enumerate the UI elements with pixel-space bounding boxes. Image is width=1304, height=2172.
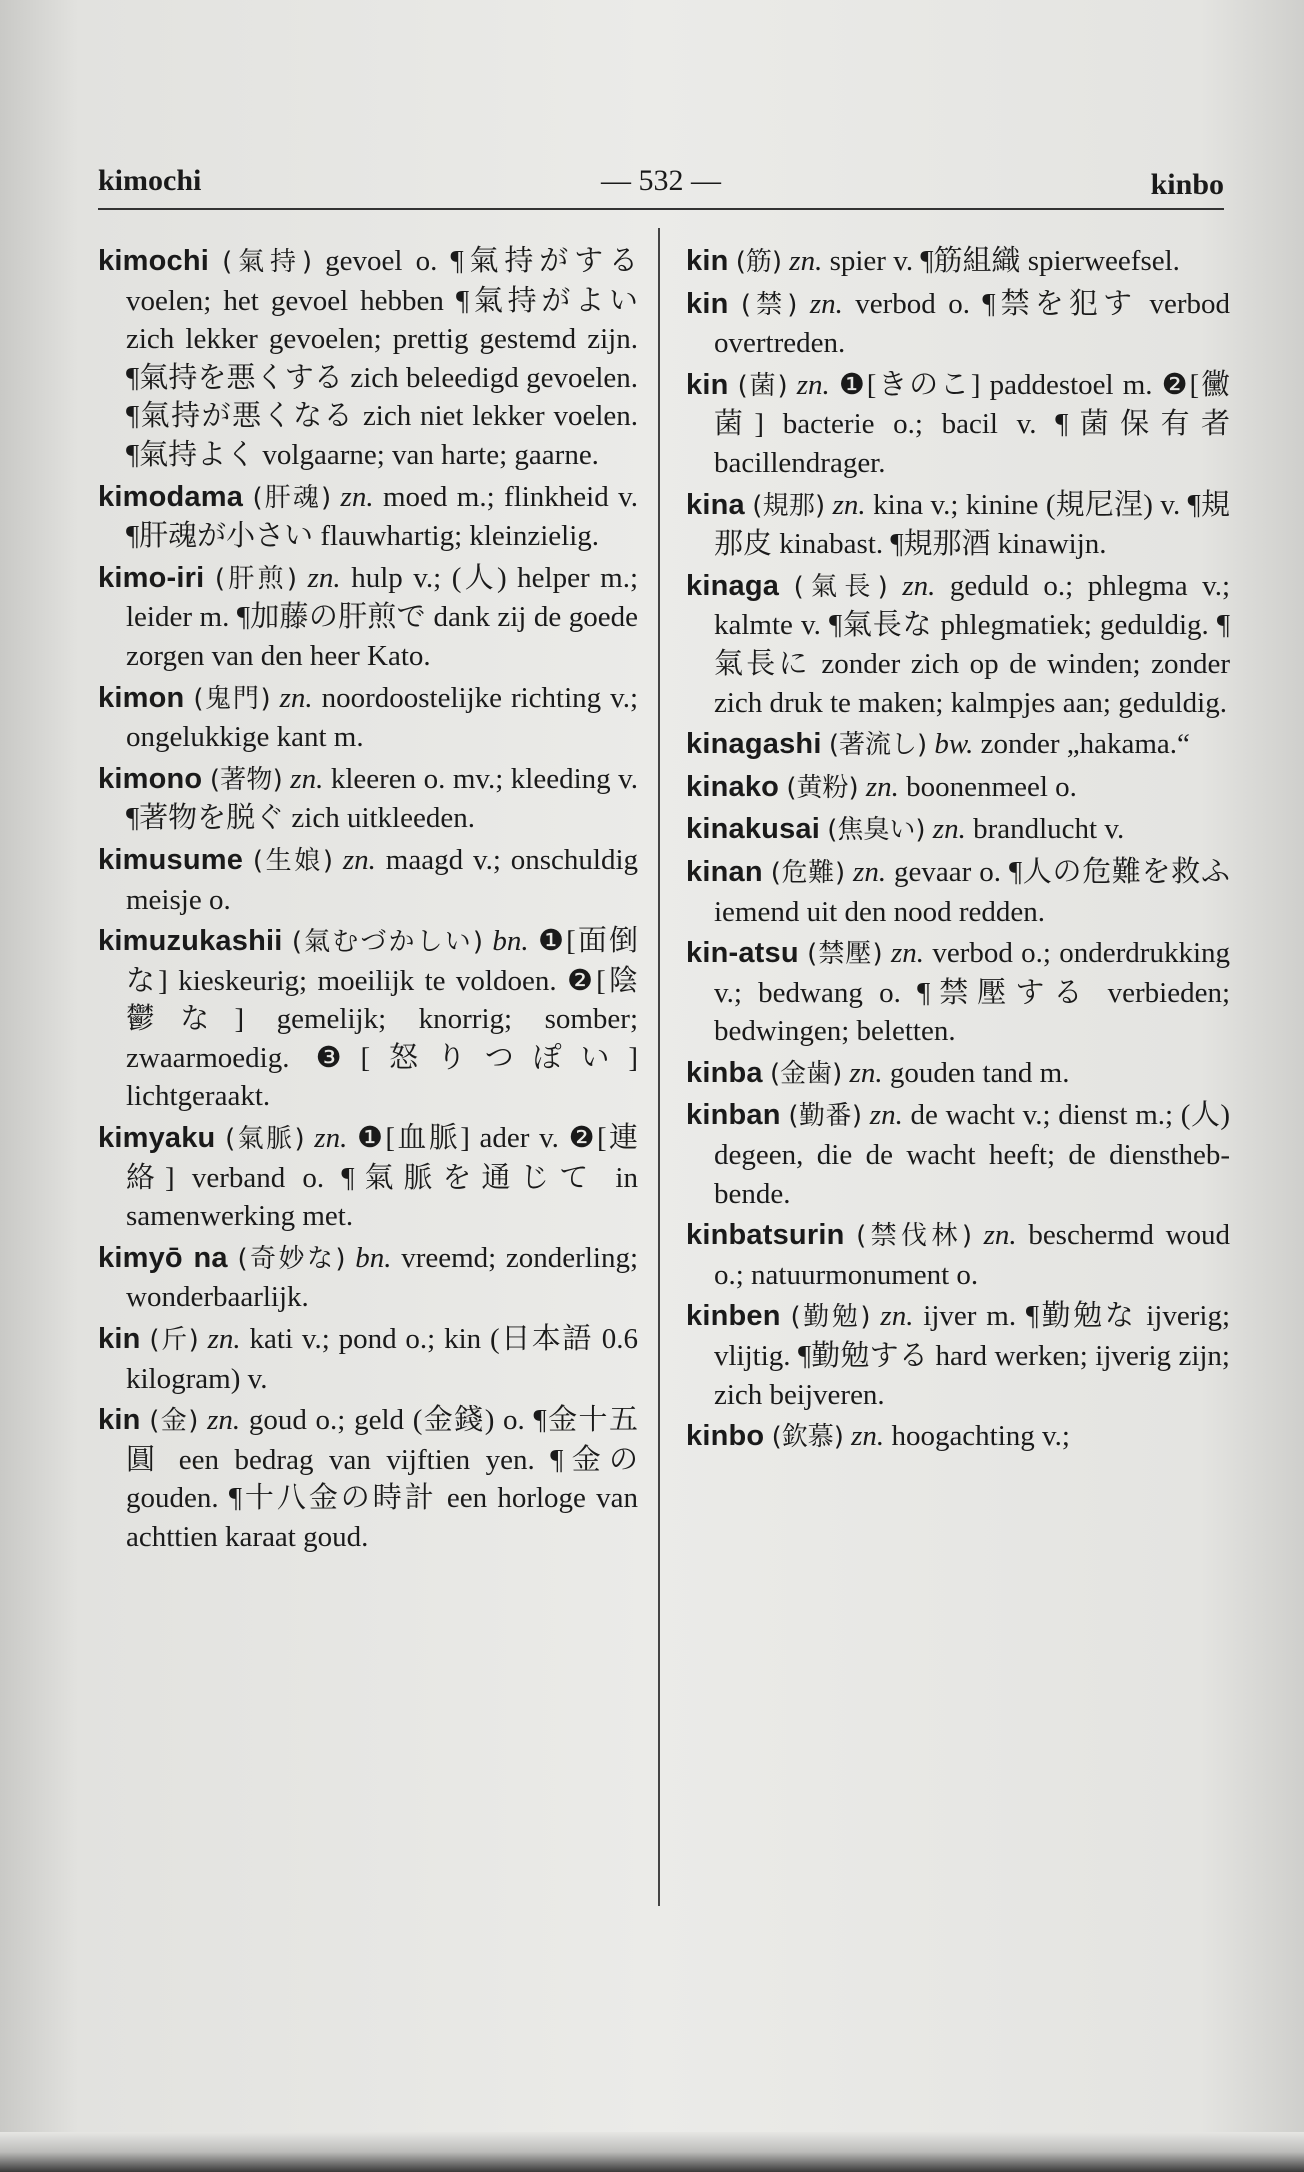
entry-headword: kimodama	[98, 480, 244, 513]
right-column	[686, 242, 1230, 1460]
dictionary-entry	[98, 1239, 638, 1317]
entry-definition: brandlucht v.	[973, 813, 1125, 846]
column-divider	[658, 228, 660, 1906]
page-header	[98, 160, 1224, 210]
dictionary-entry	[686, 1096, 1230, 1213]
page-bottom-edge	[0, 2132, 1304, 2172]
entry-headword: kinakusai	[686, 813, 820, 846]
entry-kanji: (氣脈)	[225, 1124, 305, 1155]
entry-grammar: zn.	[340, 480, 374, 513]
dictionary-entry	[686, 1216, 1230, 1294]
entry-headword: kin	[98, 1404, 141, 1437]
entry-grammar: zn.	[865, 770, 899, 803]
entry-kanji: (斤)	[149, 1325, 199, 1356]
entry-kanji: (勤勉)	[790, 1302, 871, 1333]
entry-definition: spier v. ¶筋組織 spierweefsel.	[829, 245, 1180, 277]
entry-definition: kina v.; kinine (規尼涅) v. ¶規那皮 kinabast. ¶規那酒 kinawijn.	[714, 488, 1231, 561]
entry-definition: hoogachting v.;	[891, 1420, 1070, 1453]
entry-grammar: zn.	[314, 1122, 348, 1155]
entry-kanji: (黄粉)	[786, 772, 859, 803]
entry-grammar: zn.	[789, 245, 823, 277]
entry-kanji: (筋)	[735, 247, 783, 277]
dictionary-entry	[98, 679, 638, 757]
dictionary-entry	[98, 922, 638, 1116]
entry-headword: kin-atsu	[686, 937, 799, 970]
dictionary-entry	[686, 768, 1230, 808]
dictionary-entry	[686, 567, 1230, 722]
entry-headword: kin	[686, 368, 729, 401]
entry-headword: kinben	[686, 1300, 781, 1333]
entry-definition: kati v.; pond o.; kin (日本語 0.6 kilogram) v.	[126, 1323, 639, 1395]
entry-headword: kinbo	[686, 1420, 765, 1453]
entry-headword: kin	[686, 245, 729, 277]
dictionary-entry	[686, 725, 1230, 765]
entry-definition: verbod o. ¶禁を犯す verbod overtreden.	[714, 287, 1231, 360]
entry-headword: kinagashi	[686, 728, 822, 761]
entry-headword: kimyaku	[98, 1122, 216, 1155]
entry-kanji: (禁壓)	[807, 939, 883, 970]
entry-grammar: zn.	[342, 843, 376, 876]
entry-kanji: (勤番)	[788, 1101, 863, 1132]
dictionary-entry	[98, 1119, 638, 1236]
entry-grammar: zn.	[853, 855, 887, 888]
entry-definition: ❶[きのこ] paddestoel m. ❷[黴菌] bacterie o.; bacil v. ¶菌保有者 bacillendrager.	[714, 368, 1231, 479]
entry-kanji: (氣持)	[222, 247, 313, 277]
entry-kanji: (鬼門)	[193, 683, 271, 714]
dictionary-entry	[686, 366, 1230, 483]
entry-grammar: bn.	[355, 1241, 392, 1274]
entry-definition: beschermd woud o.; natuurmonument o.	[714, 1219, 1231, 1291]
running-head-right: kinbo	[1150, 168, 1224, 201]
entry-headword: kimochi	[98, 245, 209, 277]
entry-kanji: (肝煎)	[214, 563, 298, 594]
entry-headword: kimuzukashii	[98, 925, 283, 958]
entry-headword: kimon	[98, 681, 185, 714]
entry-grammar: zn.	[796, 368, 830, 401]
entry-grammar: zn.	[869, 1099, 903, 1132]
entry-grammar: zn.	[849, 1056, 883, 1089]
dictionary-entry	[686, 486, 1230, 564]
entry-definition: goud o.; geld (金錢) o. ¶金十五圓 een bedrag van vijftien yen. ¶金の gouden. ¶十八金の時計 een horloge van achttien karaat goud.	[126, 1404, 639, 1553]
entry-kanji: (危難)	[770, 857, 846, 888]
entry-kanji: (金)	[149, 1406, 199, 1437]
entry-headword: kinaga	[686, 569, 780, 602]
entry-definition: geduld o.; phlegma v.; kalmte v. ¶氣長な phlegmatiek; geduldig. ¶氣長に zonder zich op de winden; zonder zich druk te maken; kalmpjes aan; geduldig.	[714, 569, 1231, 719]
entry-grammar: zn.	[290, 762, 324, 795]
entry-grammar: zn.	[207, 1323, 241, 1356]
entry-grammar: zn.	[932, 813, 966, 846]
entry-kanji: (焦臭い)	[827, 815, 926, 846]
running-head-left: kimochi	[98, 164, 202, 197]
entry-definition: ❶[面倒な] kieskeurig; moeilijk te voldoen. ❷[陰鬱な] gemelijk; knorrig; somber; zwaarmoedig. ❸[怒りつぽい] lichtgeraakt.	[126, 925, 639, 1113]
dictionary-entry	[686, 1054, 1230, 1094]
entry-grammar: bw.	[934, 728, 974, 761]
entry-definition: kleeren o. mv.; kleeding v. ¶著物を脱ぐ zich uitkleeden.	[126, 762, 639, 835]
entry-grammar: zn.	[851, 1420, 885, 1453]
entry-headword: kin	[98, 1323, 141, 1356]
entry-kanji: (著流し)	[828, 730, 928, 761]
entry-definition: moed m.; flinkheid v. ¶肝魂が小さい flauwhartig; kleinzielig.	[126, 480, 638, 553]
entry-headword: kin	[686, 287, 729, 320]
dictionary-entry	[686, 1417, 1230, 1457]
entry-definition: noordoostelijke richting v.; ongelukkige kant m.	[126, 681, 639, 754]
entry-definition: gevaar o. ¶人の危難を救ふ iemend uit den nood redden.	[714, 855, 1231, 928]
entry-definition: zonder „hakama.“	[980, 728, 1190, 761]
dictionary-entry	[686, 810, 1230, 850]
entry-kanji: (金歯)	[770, 1058, 843, 1089]
entry-grammar: zn.	[832, 488, 866, 521]
dictionary-entry	[98, 841, 638, 919]
entry-headword: kimo-iri	[98, 561, 205, 594]
dictionary-entry	[98, 559, 638, 676]
entry-definition: hulp v.; (人) helper m.; leider m. ¶加藤の肝煎で dank zij de goede zorgen van den heer Kato.	[126, 561, 639, 672]
entry-kanji: (氣長)	[793, 571, 888, 602]
entry-grammar: zn.	[809, 287, 843, 320]
entry-headword: kimusume	[98, 843, 244, 876]
entry-headword: kinako	[686, 770, 780, 803]
entry-definition: verbod o.; onderdrukking v.; bedwang o. ¶禁壓する verbieden; bedwingen; beletten.	[714, 937, 1231, 1048]
entry-kanji: (生娘)	[252, 845, 334, 876]
dictionary-entry	[686, 853, 1230, 931]
dictionary-entry	[686, 934, 1230, 1051]
entry-headword: kimyō na	[98, 1241, 228, 1274]
entry-kanji: (肝魂)	[252, 482, 332, 513]
entry-headword: kinban	[686, 1099, 781, 1132]
entry-kanji: (規那)	[752, 490, 826, 521]
entry-headword: kinbatsurin	[686, 1219, 845, 1252]
entry-definition: ❶[血脈] ader v. ❷[連絡] verband o. ¶氣脈を通じて in samenwerking met.	[126, 1122, 639, 1233]
dictionary-entry	[686, 242, 1230, 282]
entry-kanji: (欽慕)	[771, 1422, 844, 1453]
dictionary-entry	[686, 1297, 1230, 1414]
dictionary-entry	[98, 1320, 638, 1398]
entry-headword: kina	[686, 488, 745, 521]
entry-grammar: zn.	[207, 1404, 241, 1437]
left-column	[98, 242, 638, 1560]
entry-kanji: (氣むづかしい)	[291, 927, 484, 958]
entry-definition: maagd v.; onschuldig meisje o.	[126, 843, 639, 916]
entry-kanji: (著物)	[209, 764, 283, 795]
dictionary-entry	[686, 285, 1230, 363]
entry-definition: ijver m. ¶勤勉な ijverig; vlijtig. ¶勤勉する hard werken; ijverig zijn; zich beijveren.	[714, 1300, 1231, 1411]
entry-grammar: zn.	[983, 1219, 1017, 1252]
entry-definition: vreemd; zonderling; wonderbaarlijk.	[126, 1241, 639, 1314]
dictionary-entry	[98, 478, 638, 556]
dictionary-entry	[98, 1401, 638, 1556]
entry-grammar: zn.	[880, 1300, 914, 1333]
entry-grammar: bn.	[492, 925, 529, 958]
entry-grammar: zn.	[279, 681, 313, 714]
page-number: — 532 —	[601, 164, 721, 197]
dictionary-entry	[98, 760, 638, 838]
entry-definition: de wacht v.; dienst m.; (人) degeen, die de wacht heeft; de dienstheb-bende.	[714, 1099, 1231, 1210]
entry-grammar: zn.	[890, 937, 924, 970]
entry-definition: gevoel o. ¶氣持がする voelen; het gevoel hebben ¶氣持がよい zich lekker gevoelen; prettig gestemd zijn. ¶氣持を悪くする zich beleedigd gevoelen. ¶氣持が悪くなる zich niet lekker voelen. ¶氣持よく volgaarne; van harte; gaarne.	[126, 245, 638, 471]
entry-definition: boonenmeel o.	[906, 770, 1077, 803]
entry-kanji: (菌)	[737, 370, 788, 401]
entry-grammar: zn.	[307, 561, 341, 594]
entry-kanji: (奇妙な)	[237, 1243, 346, 1274]
entry-kanji: (禁)	[740, 289, 798, 320]
dictionary-entry	[98, 242, 638, 475]
entry-headword: kinba	[686, 1056, 763, 1089]
entry-grammar: zn.	[902, 569, 936, 602]
entry-kanji: (禁伐林)	[856, 1221, 972, 1252]
entry-headword: kinan	[686, 855, 763, 888]
entry-definition: gouden tand m.	[889, 1056, 1070, 1089]
entry-headword: kimono	[98, 762, 203, 795]
